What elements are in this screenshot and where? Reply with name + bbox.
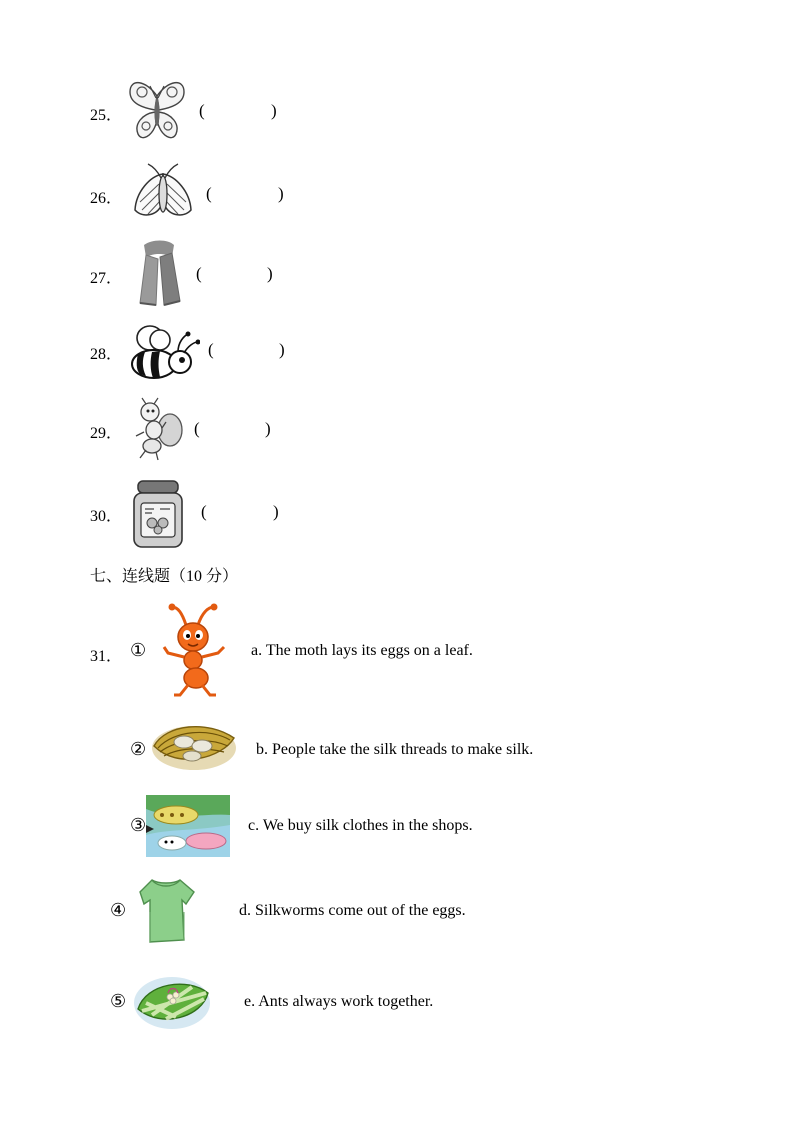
answer-paren-close-26: ) — [278, 184, 284, 203]
moth-icon — [132, 162, 194, 224]
answer-paren-open-30: ( — [201, 502, 207, 521]
green-shirt-icon — [138, 876, 196, 944]
match-sentence-d: d. Silkworms come out of the eggs. — [239, 902, 466, 919]
question-number-26: 26． — [90, 190, 123, 207]
honey-jar-icon — [132, 479, 184, 549]
match-marker-4: ④ — [110, 900, 127, 920]
match-sentence-b: b. People take the silk threads to make silk. — [256, 741, 534, 758]
answer-paren-close-29: ) — [265, 419, 271, 438]
question-number-31: 31． — [90, 648, 123, 665]
match-sentence-a: a. The moth lays its eggs on a leaf. — [251, 642, 473, 659]
match-sentence-c: c. We buy silk clothes in the shops. — [248, 817, 473, 834]
silk-threads-icon — [148, 716, 240, 778]
match-marker-2: ② — [130, 739, 147, 759]
answer-paren-open-28: ( — [208, 340, 214, 359]
question-number-30: 30． — [90, 508, 123, 525]
answer-paren-close-25: ) — [271, 101, 277, 120]
answer-paren-close-30: ) — [273, 502, 279, 521]
match-marker-1: ① — [130, 640, 147, 660]
answer-paren-open-29: ( — [194, 419, 200, 438]
answer-paren-open-26: ( — [206, 184, 212, 203]
question-number-29: 29． — [90, 425, 123, 442]
silkworms-icon — [146, 795, 230, 857]
section-title: 七、连线题（10 分） — [90, 568, 239, 585]
question-number-25: 25． — [90, 107, 123, 124]
eggs-on-leaf-icon — [132, 973, 212, 1031]
answer-paren-open-25: ( — [199, 101, 205, 120]
scarf-icon — [134, 239, 184, 309]
match-sentence-e: e. Ants always work together. — [244, 993, 434, 1010]
answer-paren-close-28: ) — [279, 340, 285, 359]
question-number-28: 28． — [90, 346, 123, 363]
match-marker-5: ⑤ — [110, 991, 127, 1011]
match-marker-3: ③ — [130, 815, 147, 835]
ant-icon — [132, 396, 184, 462]
answer-paren-open-27: ( — [196, 264, 202, 283]
cartoon-ant-icon — [160, 603, 228, 699]
answer-paren-close-27: ) — [267, 264, 273, 283]
question-number-27: 27． — [90, 270, 123, 287]
bee-icon — [128, 322, 200, 382]
butterfly-icon — [126, 78, 188, 144]
